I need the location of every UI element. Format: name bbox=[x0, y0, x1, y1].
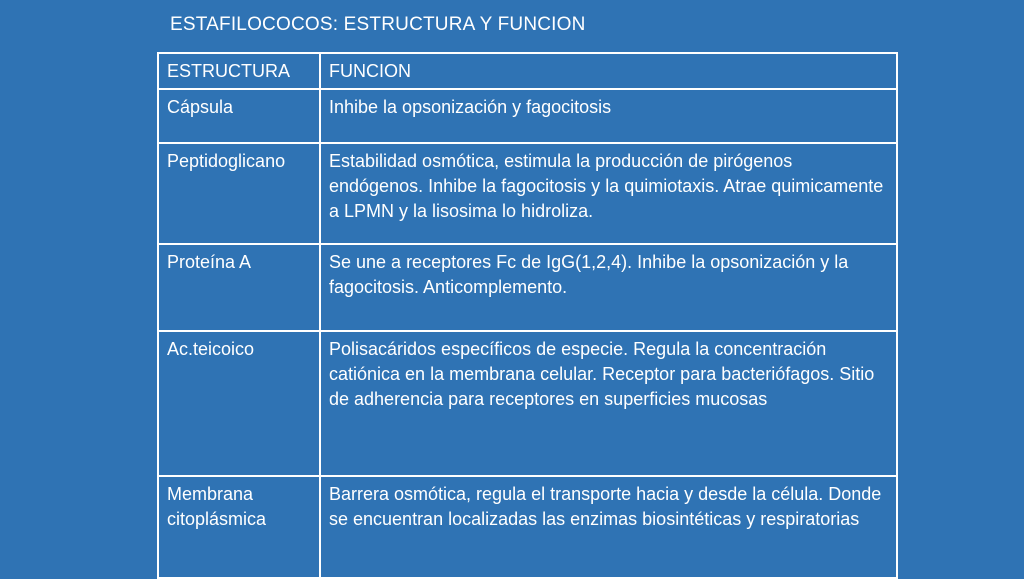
table-row bbox=[158, 244, 897, 331]
header-estructura: ESTRUCTURA bbox=[158, 53, 320, 89]
slide-title: ESTAFILOCOCOS: ESTRUCTURA Y FUNCION bbox=[170, 14, 586, 35]
estructura-cell: Membrana citoplásmica bbox=[158, 476, 320, 578]
funcion-cell: Inhibe la opsonización y fagocitosis bbox=[320, 89, 897, 143]
funcion-cell: Estabilidad osmótica, estimula la producción de pirógenos endógenos. Inhibe la fagocitosis y la quimiotaxis. Atrae quimicamente a LPMN y la lisosima lo hidroliza. bbox=[320, 143, 897, 244]
funcion-cell: Polisacáridos específicos de especie. Regula la concentración catiónica en la membrana celular. Receptor para bacteriófagos. Sitio de adherencia para receptores en superficies mucosas bbox=[320, 331, 897, 476]
table-row bbox=[158, 331, 897, 476]
estructura-cell: Cápsula bbox=[158, 89, 320, 143]
funcion-cell: Se une a receptores Fc de IgG(1,2,4). Inhibe la opsonización y la fagocitosis. Anticomplemento. bbox=[320, 244, 897, 331]
header-funcion: FUNCION bbox=[320, 53, 897, 89]
table-header-row bbox=[158, 53, 897, 89]
estructura-cell: Proteína A bbox=[158, 244, 320, 331]
estructura-cell: Peptidoglicano bbox=[158, 143, 320, 244]
funcion-cell: Barrera osmótica, regula el transporte hacia y desde la célula. Donde se encuentran localizadas las enzimas biosintéticas y respiratorias bbox=[320, 476, 897, 578]
estructura-cell: Ac.teicoico bbox=[158, 331, 320, 476]
structure-function-table bbox=[157, 52, 898, 579]
table-row bbox=[158, 476, 897, 578]
table-row bbox=[158, 89, 897, 143]
table-row bbox=[158, 143, 897, 244]
